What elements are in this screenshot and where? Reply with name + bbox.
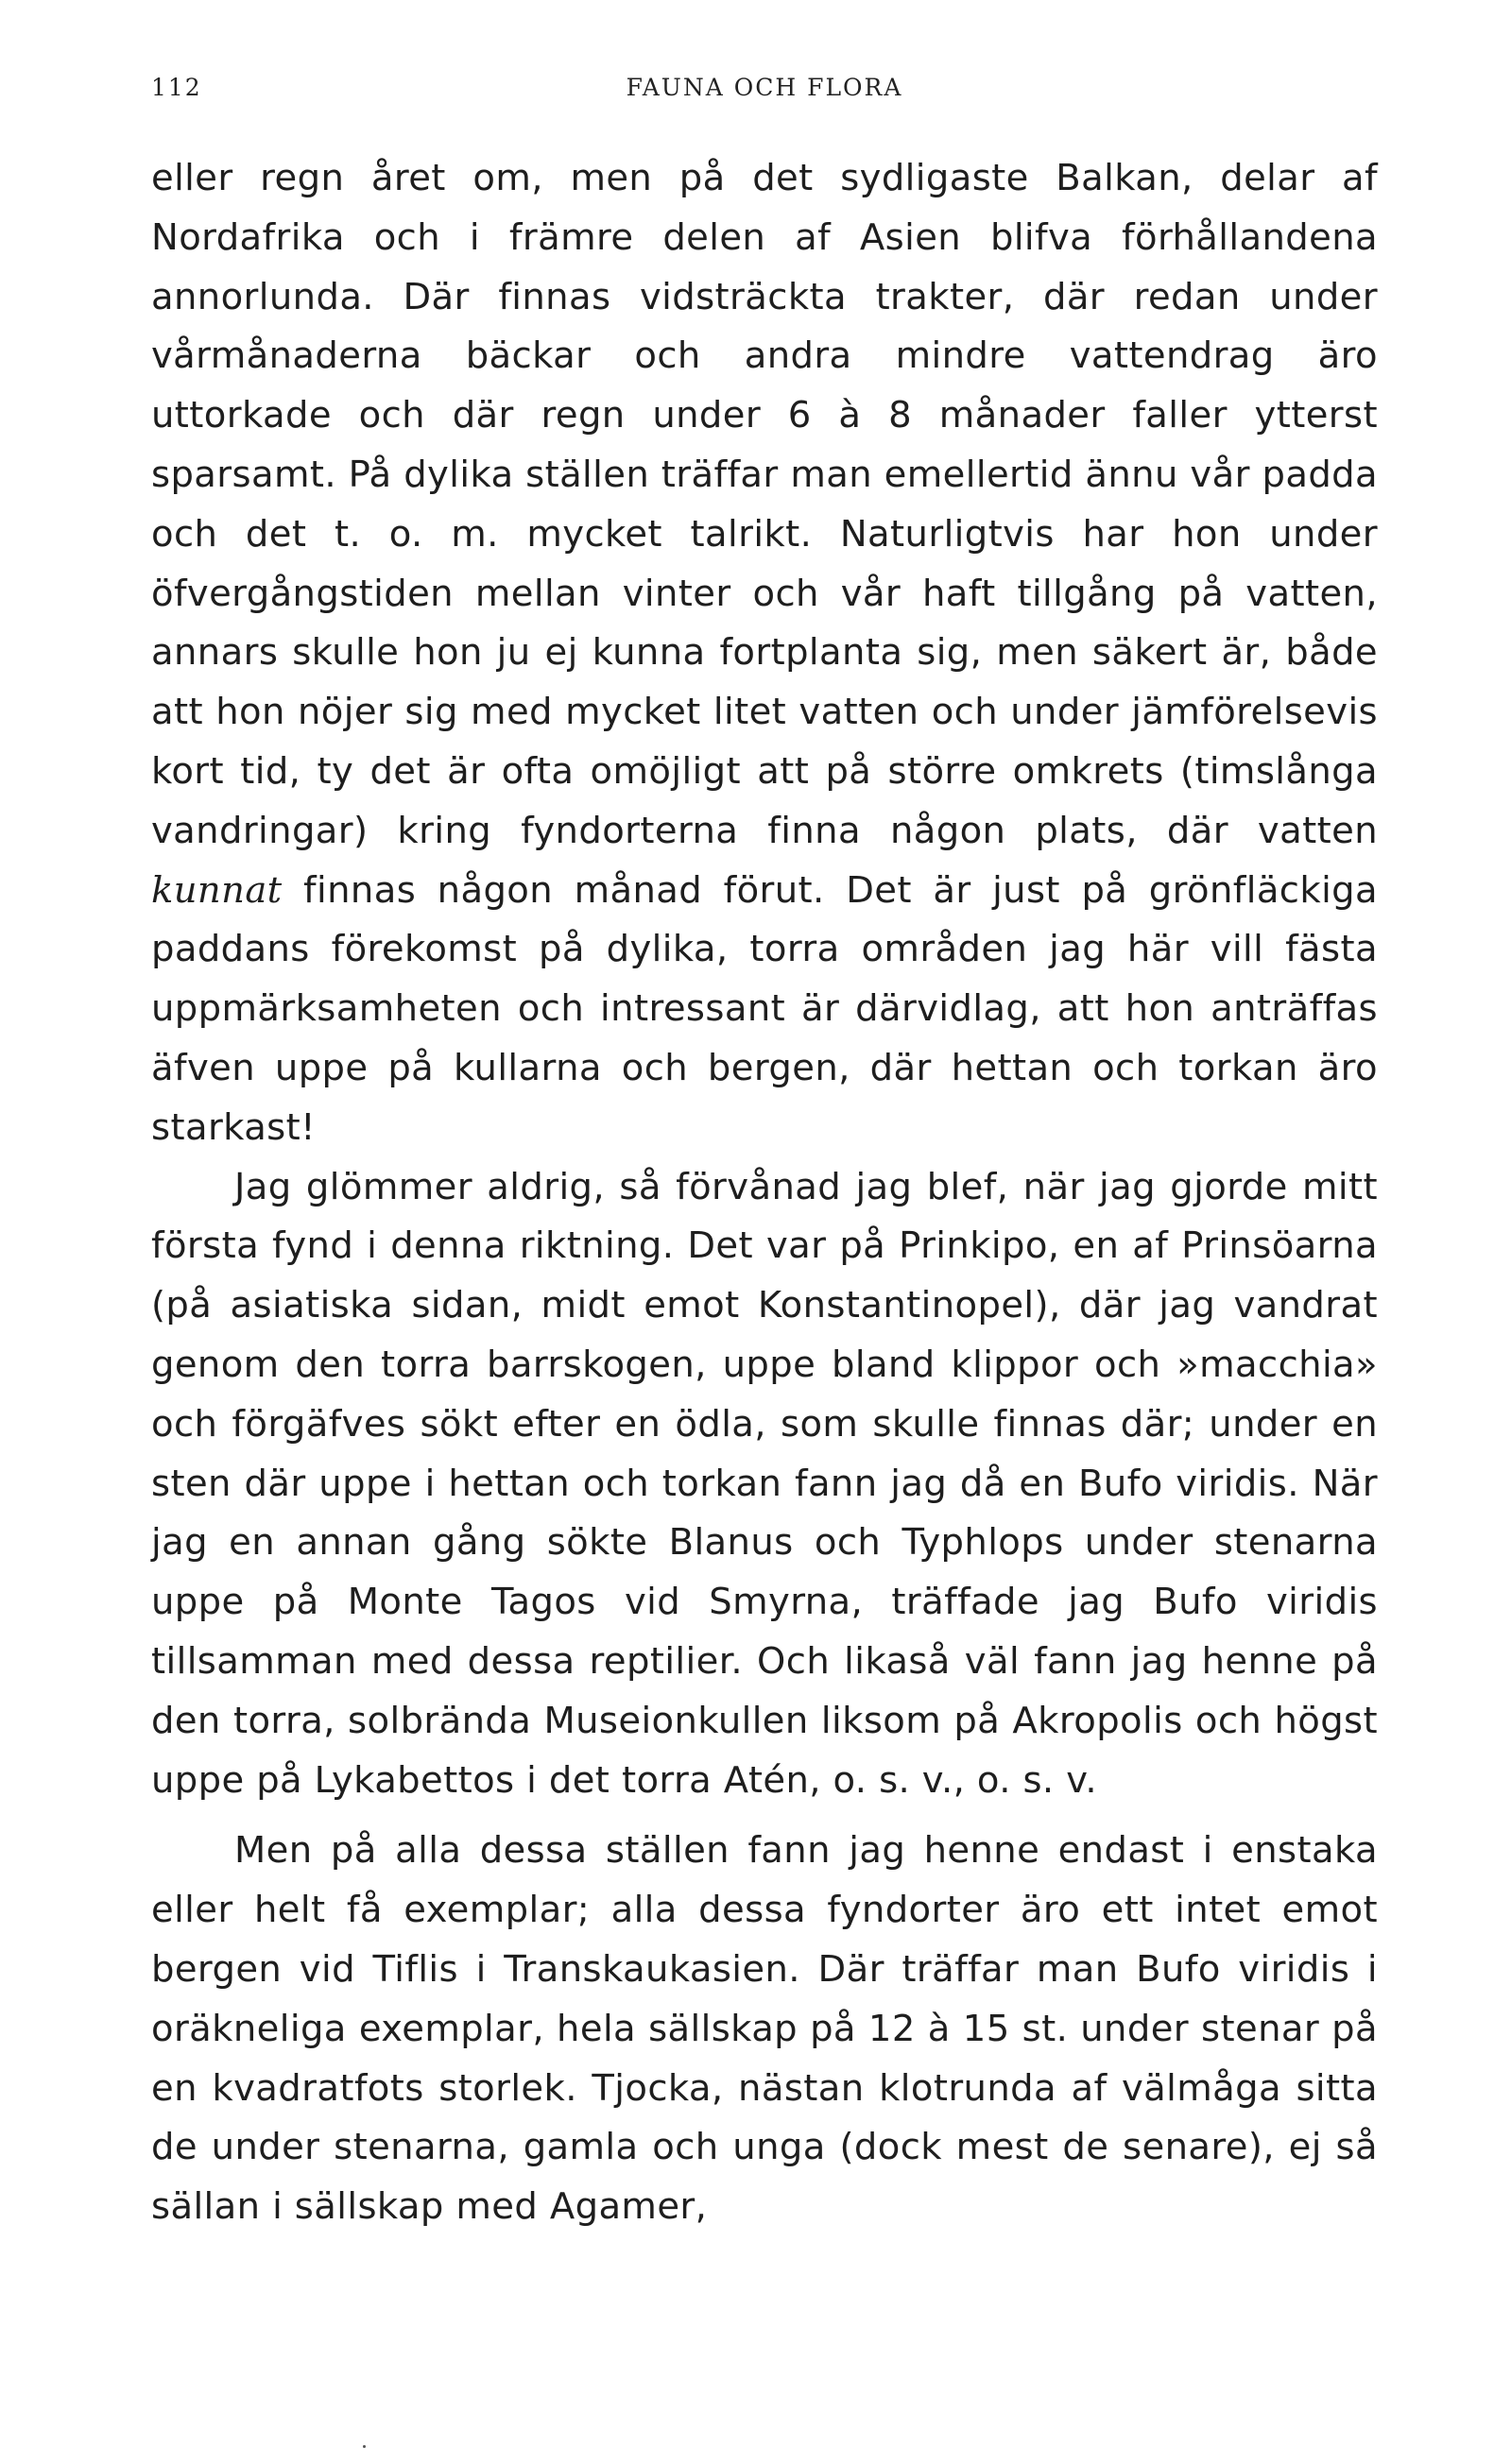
paragraph-3: Men på alla dessa ställen fann jag henne endast i enstaka eller helt få exemplar; alla dessa fyndorter äro ett intet emot bergen vid Tiflis i Transkaukasien. Där träffar man Bufo viridis i oräkneliga exemplar, hela sällskap på 12 à 15 st. under stenar på en kvadratfots storlek. Tjocka, nästan klotrunda af välmåga sitta de under stenarna, gamla och unga (dock mest de senare), ej så sällan i sällskap med Agamer,: [151, 1829, 1378, 2229]
running-head: [151, 74, 1378, 111]
paragraph-1-text-after: finnas någon månad förut. Det är just på grönfläckiga paddans förekomst på dylika, torra områden jag här vill fästa uppmärksamheten och intressant är därvidlag, att hon anträffas äfven uppe på kullarna och bergen, där hettan och torkan äro starkast!: [151, 868, 1378, 1149]
paragraph-1: [151, 149, 1378, 1158]
paragraph-2: Jag glömmer aldrig, så förvånad jag blef, när jag gjorde mitt första fynd i denna riktning. Det var på Prinkipo, en af Prinsöarna (på asiatiska sidan, midt emot Konstantinopel), där jag vandrat genom den torra barrskogen, uppe bland klippor och »macchia» och förgäfves sökt efter en ödla, som skulle finnas där; under en sten där uppe i hettan och torkan fann jag då en Bufo viridis. När jag en annan gång sökte Blanus och Typhlops under stenarna uppe på Monte Tagos vid Smyrna, träffade jag Bufo viridis tillsamman med dessa reptilier. Och likaså väl fann jag henne på den torra, solbrända Museionkullen liksom på Akropolis och högst uppe på Lykabettos i det torra Atén, o. s. v., o. s. v.: [151, 1165, 1378, 1802]
page-number: 112: [151, 74, 202, 101]
print-speck: [363, 2445, 366, 2448]
body-text: [151, 149, 1378, 2237]
paragraph-1-text-before: eller regn året om, men på det sydligaste Balkan, delar af Nordafrika och i främre delen af Asien blifva förhållandena annorlunda. Där finnas vidsträckta trakter, där redan under vårmånaderna bäckar och andra mindre vattendrag äro uttorkade och där regn under 6 à 8 månader faller ytterst sparsamt. På dylika ställen träffar man emellertid ännu vår padda och det t. o. m. mycket talrikt. Naturligtvis har hon under öfvergångstiden mellan vinter och vår haft tillgång på vatten, annars skulle hon ju ej kunna fortplanta sig, men säkert är, både att hon nöjer sig med mycket litet vatten och under jämförelsevis kort tid, ty det är ofta omöjligt att på större omkrets (timslånga vandringar) kring fyndorterna finna någon plats, där vatten: [151, 157, 1378, 852]
running-title: FAUNA OCH FLORA: [626, 74, 903, 101]
emphasized-word: kunnat: [151, 868, 283, 912]
